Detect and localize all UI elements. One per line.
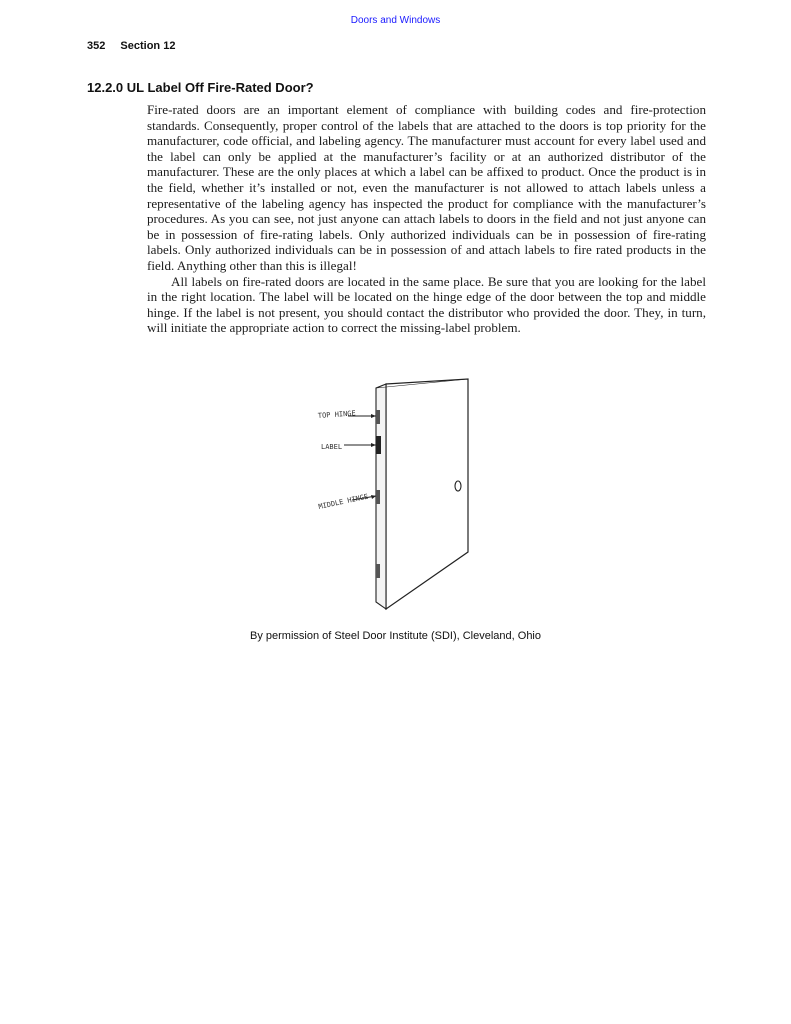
page-number: 352 bbox=[87, 40, 106, 52]
label-label: LABEL bbox=[321, 443, 343, 451]
top-hinge-label: TOP HINGE bbox=[317, 409, 356, 420]
door-illustration bbox=[300, 372, 490, 622]
middle-hinge-mark bbox=[376, 490, 380, 504]
section-label: Section 12 bbox=[120, 40, 176, 52]
door-face bbox=[386, 379, 468, 609]
top-hinge-mark bbox=[376, 410, 380, 424]
paragraph-1: Fire-rated doors are an important element of compliance with building codes and fire-protection standards. Consequently, proper control of the labels that are attached to the doors is top priority for the manufacturer, code official, and labeling agency. The manufacturer must account for every label used and the label can only be applied at the manufacturer’s facility or at an authorized distributor of the manufacturer. These are the only places at which a label can be affixed to product. Once the product is in the field, whether it’s installed or not, even the manufacturer is not allowed to attach labels unless a representative of the labeling agency has inspected the product for compliance with the manufacturer’s procedures. As you can see, not just anyone can attach labels to doors in the field and not just anyone can be in possession of fire-rating labels. Only authorized individuals can be in possession of fire-rating labels. Only authorized individuals can be in possession of and attach labels to fire rated products in the field. Anything other than this is illegal! bbox=[147, 102, 706, 273]
middle-hinge-label: MIDDLE HINGE bbox=[317, 492, 369, 511]
paragraph-2: All labels on fire-rated doors are located in the same place. Be sure that you are looking for the label in the right location. The label will be located on the hinge edge of the door between the top and middle hinge. If the label is not present, you should contact the distributor who provided the door. They, in turn, will initiate the appropriate action to correct the missing-label problem. bbox=[147, 273, 706, 336]
body-text bbox=[147, 102, 706, 336]
label-mark bbox=[376, 436, 381, 454]
bottom-hinge-mark bbox=[376, 564, 380, 578]
figure-caption: By permission of Steel Door Institute (SDI), Cleveland, Ohio bbox=[249, 630, 541, 642]
page-folio bbox=[87, 40, 175, 52]
door-figure bbox=[300, 372, 490, 622]
section-heading: 12.2.0 UL Label Off Fire-Rated Door? bbox=[87, 80, 314, 95]
running-head: Doors and Windows bbox=[350, 15, 441, 26]
